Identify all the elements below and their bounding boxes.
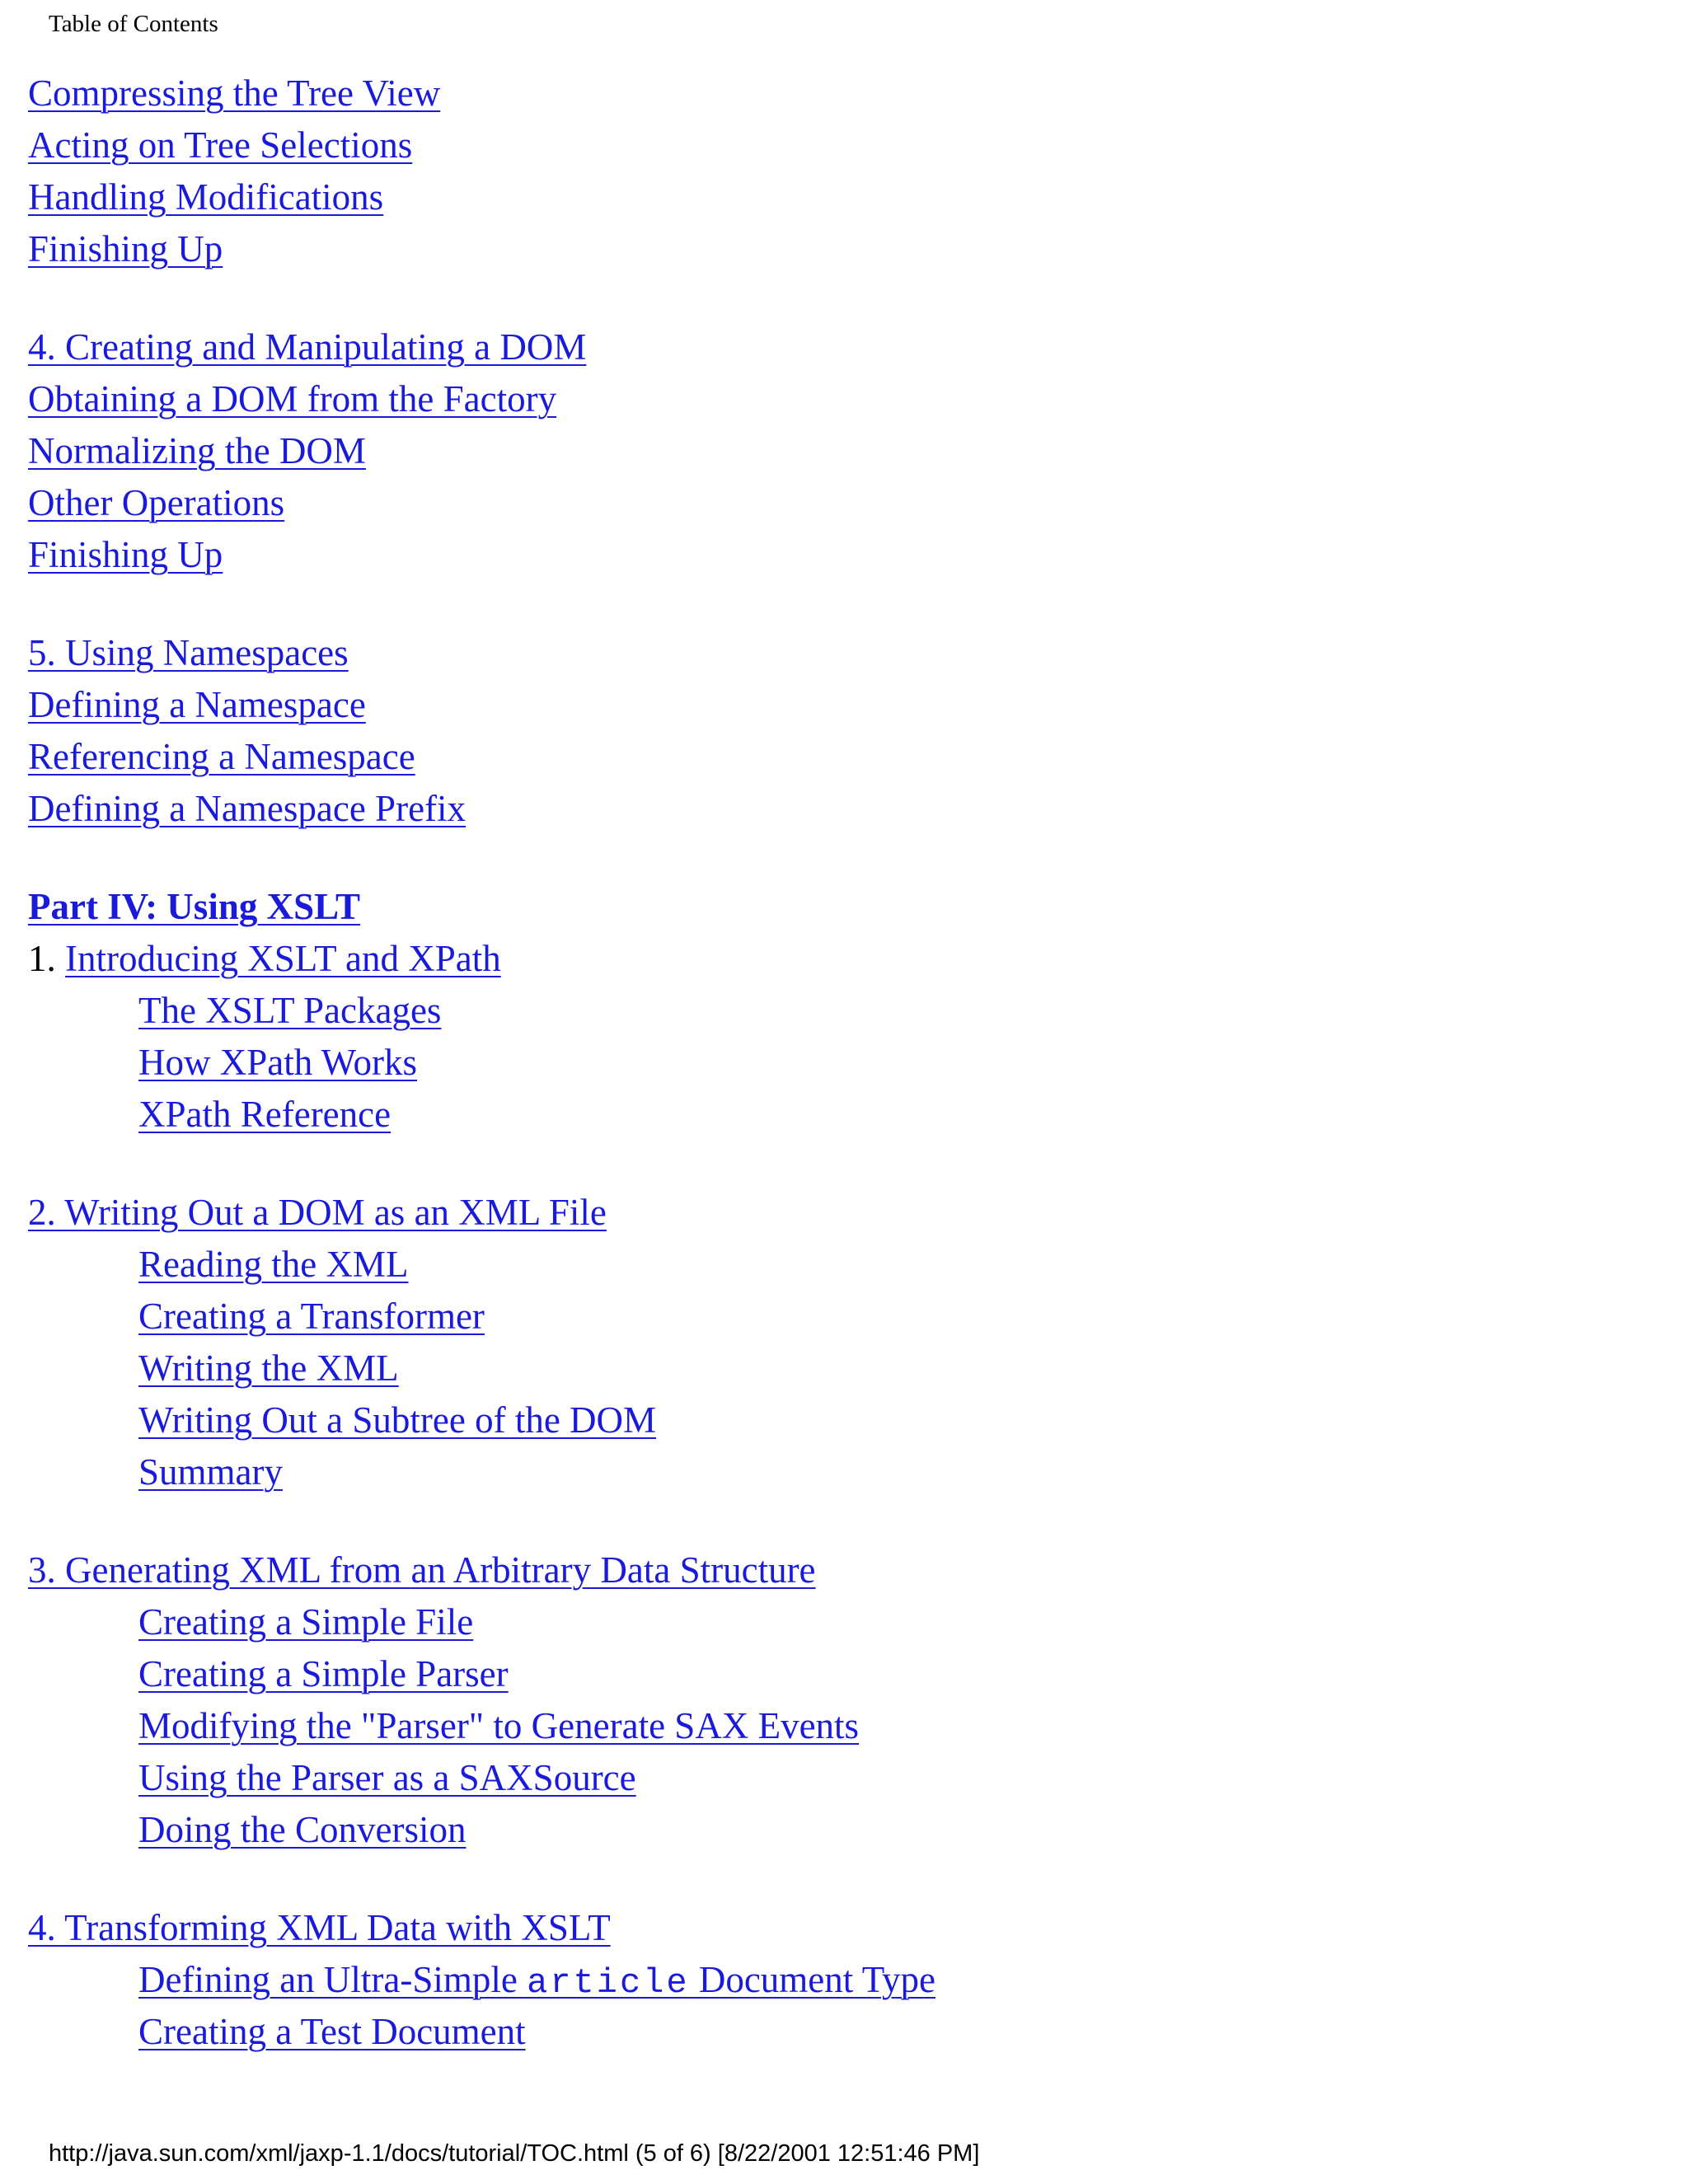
toc-chapter xyxy=(28,627,1643,679)
toc-entry xyxy=(28,1089,1643,1141)
toc-link[interactable]: Summary xyxy=(138,1451,283,1493)
toc-chapter xyxy=(28,933,1643,985)
toc-link[interactable]: Acting on Tree Selections xyxy=(28,124,413,166)
toc-link[interactable]: Defining a Namespace Prefix xyxy=(28,788,467,829)
chapter-link[interactable]: 4. Transforming XML Data with XSLT xyxy=(28,1907,611,1948)
toc-link[interactable]: Doing the Conversion xyxy=(138,1809,467,1850)
chapter-link[interactable]: 5. Using Namespaces xyxy=(28,632,349,673)
toc-link[interactable]: Creating a Test Document xyxy=(138,2011,526,2052)
chapter-link[interactable]: 2. Writing Out a DOM as an XML File xyxy=(28,1192,607,1233)
toc-link[interactable]: Other Operations xyxy=(28,482,285,523)
toc-link[interactable]: Reading the XML xyxy=(138,1244,409,1285)
toc-entry xyxy=(28,1343,1643,1394)
toc-entry xyxy=(28,985,1643,1037)
toc-link[interactable]: XPath Reference xyxy=(138,1094,392,1135)
toc-entry xyxy=(28,1239,1643,1291)
toc-entry xyxy=(28,68,1643,120)
spacer xyxy=(28,1856,1643,1902)
toc-link[interactable]: Creating a Transformer xyxy=(138,1296,485,1337)
toc-list xyxy=(28,68,1643,2058)
toc-link[interactable]: Obtaining a DOM from the Factory xyxy=(28,378,557,419)
toc-entry xyxy=(28,373,1643,425)
toc-link[interactable]: The XSLT Packages xyxy=(138,990,442,1031)
toc-entry xyxy=(28,2006,1643,2058)
toc-link[interactable]: Writing the XML xyxy=(138,1347,399,1389)
toc-link[interactable]: Using the Parser as a SAXSource xyxy=(138,1757,636,1798)
spacer xyxy=(28,1498,1643,1544)
toc-entry xyxy=(28,1804,1643,1856)
link-text: Defining an Ultra-Simple xyxy=(138,1959,528,2000)
toc-entry xyxy=(28,529,1643,581)
toc-entry xyxy=(28,731,1643,783)
page-header: Table of Contents xyxy=(49,11,218,37)
toc-entry xyxy=(28,783,1643,835)
toc-link[interactable]: How XPath Works xyxy=(138,1042,418,1083)
toc-link[interactable]: Finishing Up xyxy=(28,228,223,269)
chapter-link[interactable]: 3. Generating XML from an Arbitrary Data Structure xyxy=(28,1549,816,1591)
toc-entry xyxy=(28,1700,1643,1752)
spacer xyxy=(28,835,1643,881)
toc-chapter xyxy=(28,1544,1643,1596)
toc-chapter xyxy=(28,321,1643,373)
spacer xyxy=(28,275,1643,321)
toc-link[interactable]: Handling Modifications xyxy=(28,176,384,218)
link-text: Document Type xyxy=(689,1959,936,2000)
code-term: article xyxy=(527,1963,690,2003)
part-link[interactable]: Part IV: Using XSLT xyxy=(28,886,361,927)
toc-entry xyxy=(28,1394,1643,1446)
toc-link[interactable]: Referencing a Namespace xyxy=(28,736,415,777)
toc-entry xyxy=(28,477,1643,529)
toc-entry xyxy=(28,425,1643,477)
toc-entry xyxy=(28,1648,1643,1700)
chapter-link[interactable]: Introducing XSLT and XPath xyxy=(65,938,501,979)
spacer xyxy=(28,581,1643,627)
toc-entry xyxy=(28,1291,1643,1343)
toc-entry xyxy=(28,1037,1643,1089)
toc-chapter xyxy=(28,1902,1643,1954)
chapter-link[interactable]: 4. Creating and Manipulating a DOM xyxy=(28,326,587,368)
toc-entry xyxy=(28,171,1643,223)
toc-entry xyxy=(28,679,1643,731)
toc-chapter xyxy=(28,1187,1643,1239)
toc-link[interactable]: Writing Out a Subtree of the DOM xyxy=(138,1399,657,1441)
toc-link[interactable]: Finishing Up xyxy=(28,534,223,575)
toc-link[interactable]: Compressing the Tree View xyxy=(28,73,441,114)
spacer xyxy=(28,1141,1643,1187)
toc-link[interactable]: Creating a Simple Parser xyxy=(138,1653,509,1694)
toc-entry xyxy=(28,120,1643,171)
toc-link[interactable]: Defining a Namespace xyxy=(28,684,366,725)
toc-link[interactable] xyxy=(138,1959,936,2003)
toc-entry xyxy=(28,223,1643,275)
toc-entry xyxy=(28,1446,1643,1498)
toc-link[interactable]: Creating a Simple File xyxy=(138,1601,474,1643)
toc-entry xyxy=(28,1954,1643,2006)
toc-part xyxy=(28,881,1643,933)
chapter-number: 1. xyxy=(28,938,56,979)
toc-entry xyxy=(28,1752,1643,1804)
toc-entry xyxy=(28,1596,1643,1648)
toc-link[interactable]: Normalizing the DOM xyxy=(28,430,366,471)
page-footer-url: http://java.sun.com/xml/jaxp-1.1/docs/tutorial/TOC.html (5 of 6) [8/22/2001 12:51:46 PM] xyxy=(49,2140,980,2167)
toc-link[interactable]: Modifying the "Parser" to Generate SAX Events xyxy=(138,1705,860,1746)
